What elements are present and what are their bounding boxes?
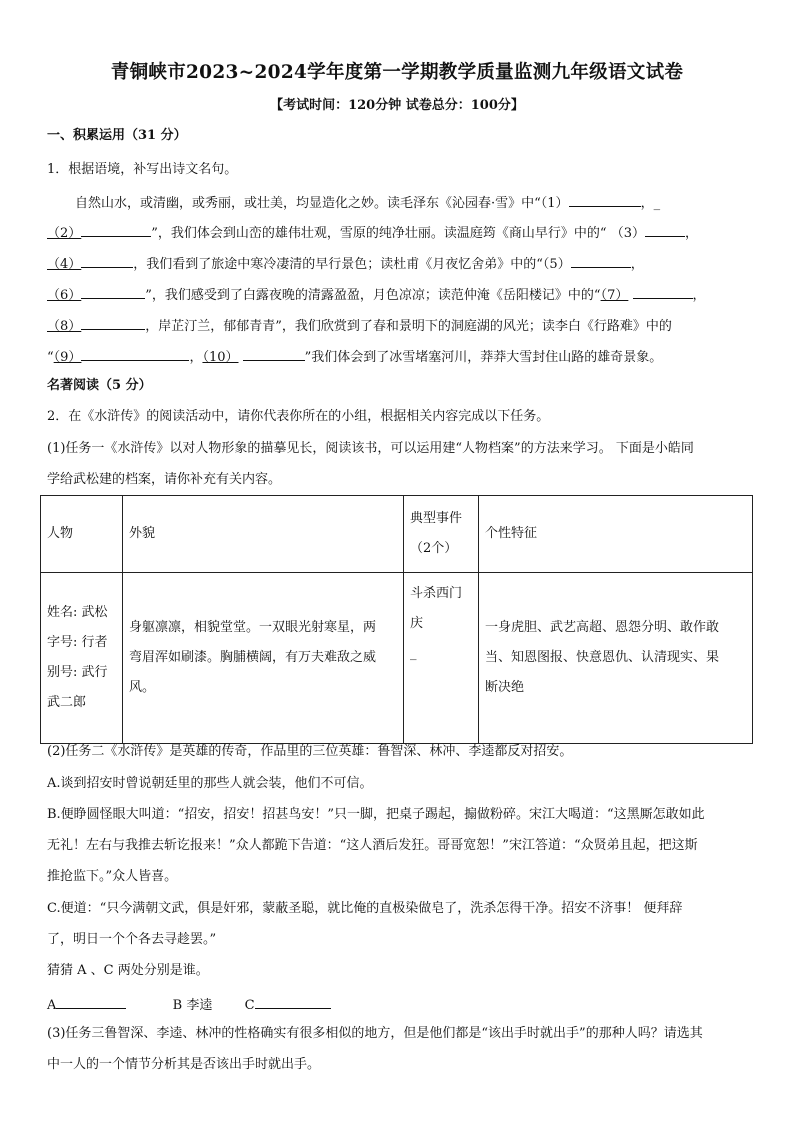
exam-subtitle: 【考试时间：120分钟 试卷总分：100分】 [270, 98, 524, 113]
task3-line-2: 中一人的一个情节分析其是否该出手时就出手。 [47, 1057, 321, 1072]
task2-line-2: A.谈到招安时曾说朝廷里的那些人就会装，他们不可信。 [47, 776, 373, 791]
task2-line-5: 推抢监下。”众人皆喜。 [47, 869, 178, 884]
task2-line-4: 无礼！左右与我推去斩讫报来！”众人都跪下告道：“这人酒后发狂。哥哥宽恕！”宋江答道：“众贤弟且起，把这斯 [47, 838, 698, 853]
task2-line-8: 猜猜 A 、C 两处分别是谁。 [47, 963, 209, 978]
task1-line-1: (1)任务一《水浒传》以对人物形象的描摹见长，阅读该书，可以运用建“人物档案”的方法来学习。 下面是小皓同 [47, 441, 694, 456]
table-row [41, 573, 753, 744]
blank-5[interactable] [571, 253, 631, 268]
answer-a-label: A [47, 998, 57, 1013]
blank-4[interactable] [81, 253, 133, 268]
q1-line-1: 自然山水，或清幽，或秀丽，或壮美，均显造化之妙。读毛泽东《沁园春·雪》中“（1） ，_ [75, 192, 660, 213]
answer-line [47, 994, 331, 1015]
cell-appearance: 身躯凛凛，相貌堂堂。一双眼光射寒星，两 弯眉浑如刷漆。胸脯横阔，有万夫难敌之威 风。 [123, 573, 404, 744]
task3-line-1: (3)任务三鲁智深、李逵、林冲的性格确实有很多相似的地方，但是他们都是“该出手时就出手”的那种人吗？请选其 [47, 1026, 703, 1041]
blank-2[interactable] [81, 222, 151, 237]
section1-heading: 一、积累运用（31 分） [47, 128, 187, 143]
header-events: 典型事件 （2个） [404, 496, 479, 573]
q2-stem: 2．在《水浒传》的阅读活动中，请你代表你所在的小组，根据相关内容完成以下任务。 [47, 409, 550, 424]
header-person: 人物 [41, 496, 123, 573]
blank-10[interactable] [243, 346, 305, 361]
q1-line-4: （6） ”，我们感受到了白露夜晚的清露盈盈，月色凉凉；读范仲淹《岳阳楼记》中的“（7） ， [47, 284, 706, 305]
blank-6[interactable] [81, 284, 145, 299]
q1-line-3: （4） ，我们看到了旅途中寒冷凄清的早行景色；读杜甫《月夜忆舍弟》中的“（5） ， [47, 253, 644, 274]
blank-7[interactable] [633, 284, 693, 299]
q1-stem: 1．根据语境，补写出诗文名句。 [47, 162, 238, 177]
q1-line-2: （2） ”，我们体会到山峦的雄伟壮观，雪原的纯净壮丽。读温庭筠《商山早行》中的“ （3） ， [47, 222, 698, 243]
task2-line-7: 了，明日一个个各去寻趁罢。” [47, 932, 217, 947]
table-header-row [41, 496, 753, 573]
blank-9[interactable] [81, 346, 189, 361]
blank-3[interactable] [645, 222, 685, 237]
header-appearance: 外貌 [123, 496, 404, 573]
exam-title: 青铜峡市2023~2024学年度第一学期教学质量监测九年级语文试卷 [110, 62, 684, 83]
task2-line-6: C.便道：“只今满朝文武，俱是奸邪，蒙蔽圣聪，就比俺的直极染做皂了，洗杀怎得干净。招安不济事！ 便拜辞 [47, 901, 683, 916]
character-archive-table [40, 495, 753, 744]
task2-line-3: B.便睁圆怪眼大叫道：“招安，招安！招甚鸟安！”只一脚，把桌子踢起，搧做粉碎。宋江大喝道：“这黑厮怎敢如此 [47, 807, 705, 822]
answer-b-label: B 李逵 [172, 998, 213, 1013]
section2-heading: 名著阅读（5 分） [47, 378, 152, 393]
cell-person: 姓名: 武松 字号: 行者 别号: 武行 武二郎 [41, 573, 123, 744]
task2-line-1: (2)任务二《水浒传》是英雄的传奇，作品里的三位英雄：鲁智深、林冲、李逵都反对招安。 [47, 744, 573, 759]
blank-8[interactable] [81, 315, 145, 330]
blank-1[interactable] [569, 192, 641, 207]
cell-traits: 一身虎胆、武艺高超、恩怨分明、敢作敢 当、知恩图报、快意恩仇、认清现实、果 断决绝 [479, 573, 753, 744]
q1-line-6: “（9） ，（10） ”我们体会到了冰雪堵塞河川，莽莽大雪封住山路的雄奇景象。 [47, 346, 662, 367]
answer-a-blank[interactable] [56, 994, 126, 1009]
answer-c-label: C [244, 998, 255, 1013]
answer-c-blank[interactable] [255, 994, 331, 1009]
q1-line-5: （8） ，岸芷汀兰，郁郁青青”，我们欣赏到了春和景明下的洞庭湖的风光；读李白《行路难》中的 [47, 315, 672, 336]
header-traits: 个性特征 [479, 496, 753, 573]
task1-line-2: 学给武松建的档案，请你补充有关内容。 [47, 472, 282, 487]
cell-events[interactable]: 斗杀西门 庆 _ [404, 573, 479, 744]
